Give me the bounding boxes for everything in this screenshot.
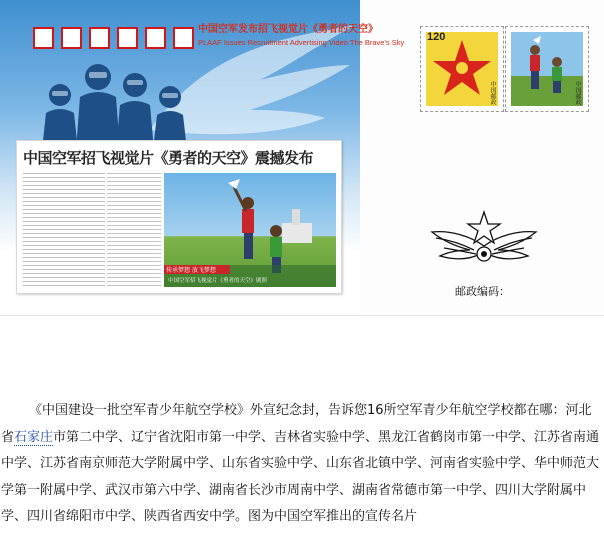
stamp-country: 中国邮政 xyxy=(574,81,581,105)
stamp-country: 中国邮政 xyxy=(489,81,496,105)
caption-text: 市第二中学、辽宁省沈阳市第一中学、吉林省实验中学、黑龙江省鹤岗市第一中学、江苏省南通中学、江苏省南京师范大学附属中学、山东省实验中学、山东省北镇中学、河南省实验中学、华中师范大学第一附属中学、武汉市第六中学、湖南省长沙市周南中学、湖南省常德市第一中学、四川大学附属中学、四川省绵阳市中学、陕西省西安中学。图为中国空军推出的宣传名片 xyxy=(1,429,600,524)
postal-code-label: 邮政编码： xyxy=(455,285,510,298)
postal-code-box xyxy=(61,27,82,49)
postal-code-box xyxy=(145,27,166,49)
envelope-title-en: PLAAF Issues Recruitment Advertising Video The Brave's Sky xyxy=(198,38,405,47)
newspaper-photo xyxy=(164,173,336,287)
caption-text: 《中国建设一批空军青少年航空学校》外宣纪念封，告诉您16所空军青少年航空学校都在哪：河北省 xyxy=(1,403,592,445)
postal-code-box xyxy=(117,27,138,49)
stamp-star xyxy=(420,26,504,112)
air-force-emblem-icon xyxy=(430,210,538,270)
newspaper-text-column xyxy=(23,173,105,289)
newspaper-text-column xyxy=(107,173,161,289)
photo-caption: 中国空军招飞视觉片《勇者的天空》剧照 xyxy=(168,278,268,284)
postal-code-boxes xyxy=(33,27,194,49)
caption-link-shijiazhuang[interactable]: 石家庄 xyxy=(14,429,54,445)
pilots-illustration xyxy=(30,55,200,150)
stamp-children xyxy=(505,26,589,112)
envelope-title-cn: 中国空军发布招飞视觉片《勇者的天空》 xyxy=(198,24,378,35)
newspaper-clipping xyxy=(16,140,342,294)
stamp-value: 120 xyxy=(427,31,446,43)
postal-code-box xyxy=(173,27,194,49)
photo-banner: 传承梦想 放飞梦想 xyxy=(166,267,216,274)
caption-paragraph xyxy=(1,398,601,531)
postal-code-box xyxy=(33,27,54,49)
postal-code-box xyxy=(89,27,110,49)
newspaper-headline: 中国空军招飞视觉片《勇者的天空》震撼发布 xyxy=(23,149,314,167)
